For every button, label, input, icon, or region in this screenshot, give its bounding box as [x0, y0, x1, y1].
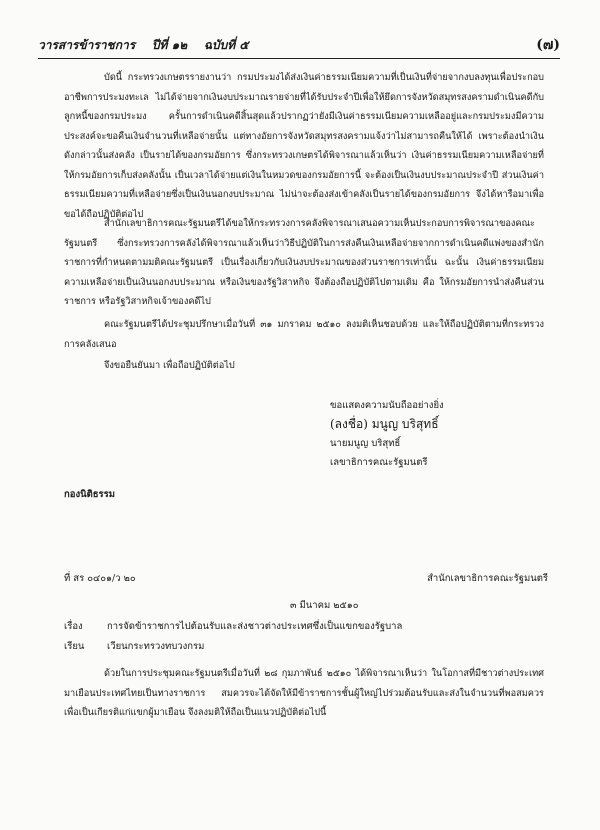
page-number: (๗): [536, 37, 560, 53]
addressee-label: เรียน: [64, 641, 85, 652]
signatory-position: เลขาธิการคณะรัฐมนตรี: [330, 457, 428, 468]
signed-line: (ลงชื่อ) มนูญ บริสุทธิ์: [330, 417, 439, 431]
body-paragraph-1: บัดนี้ กระทรวงเกษตรรายงานว่า กรมประมงได้ส่งเงินค่าธรรมเนียมความที่เป็นเงินที่จ่ายจากงบลงทุนเพื่อประกอบอาชีพการประมงทะเล ไม่ได้จ่ายจากเงินงบประมาณรายจ่ายที่ได้รับประจำปีเพื่อให้ยึดการจังหวัดสมุทรสงครามดำเนินคดีกับลูกหนี้ของกรมประมง ครั้นการดำเนินคดีสิ้นสุดแล้วปรากฏว่ายังมีเงินค่าธรรมเนียมความเหลืออยู่และกรมประมงมีความประสงค์จะขอคืนเงินจำนวนที่เหลือจ่ายนั้น แต่ทางอัยการจังหวัดสมุทรสงครามแจ้งว่าไม่สามารถคืนให้ได้ เพราะต้องนำเงินดังกล่าวนั้นส่งคลัง เป็นรายได้ของกรมอัยการ ซึ่งกระทรวงเกษตรได้พิจารณาแล้วเห็นว่า เงินค่าธรรมเนียมความเหลือจ่ายที่ให้กรมอัยการเก็บส่งคลังนั้น เป็นเวลาได้จ่ายแต่เงินในหมวดของกรมอัยการนี้ จะต้องเป็นเงินงบประมาณประจำปี ส่วนเงินค่าธรรมเนียมความที่เหลือจ่ายซึ่งเป็นเงินนอกงบประมาณ ไม่น่าจะต้องส่งเข้าคลังเป็นรายได้ของกรมอัยการ จึงได้หารือมาเพื่อขอได้ถือปฏิบัติต่อไป: [64, 72, 544, 220]
body-paragraph-4: จึงขอยืนยันมา เพื่อถือปฏิบัติต่อไป: [104, 360, 235, 371]
signatory-name: นายมนูญ บริสุทธิ์: [330, 438, 401, 449]
header-rule: [38, 58, 560, 59]
letter2-paragraph-1: ด้วยในการประชุมคณะรัฐมนตรีเมื่อวันที่ ๒๘ กุมภาพันธ์ ๒๕๑๐ ได้พิจารณาเห็นว่า ในโอกาสที่มีชาวต่างประเทศมาเยือนประเทศไทยเป็นทางราชการ สมควรจะได้จัดให้มีข้าราชการชั้นผู้ใหญ่ไปร่วมต้อนรับและส่งในจำนวนที่พอสมควร เพื่อเป็นเกียรติแก่แขกผู้มาเยือน จึงลงมติให้ถือเป็นแนวปฏิบัติต่อไปนี้: [64, 668, 544, 718]
subject-text: การจัดข้าราชการไปต้อนรับและส่งชาวต่างประเทศซึ่งเป็นแขกของรัฐบาล: [107, 621, 403, 632]
closing-line: ขอแสดงความนับถืออย่างยิ่ง: [330, 400, 444, 411]
issuing-office: สำนักเลขาธิการคณะรัฐมนตรี: [427, 573, 548, 584]
reference-number: ที่ สร ๐๔๐๑/ว ๒๐: [64, 573, 136, 584]
body-paragraph-2: สำนักเลขาธิการคณะรัฐมนตรีได้ขอให้กระทรวงการคลังพิจารณาเสนอความเห็นประกอบการพิจารณาของคณะรัฐมนตรี ซึ่งกระทรวงการคลังได้พิจารณาแล้วเห็นว่าวิธีปฏิบัติในการส่งคืนเงินเหลือจ่ายจากการดำเนินคดีแพ่งของสำนักราชการที่กำหนดตามมติคณะรัฐมนตรี เป็นเรื่องเกี่ยวกับเงินงบประมาณของส่วนราชการเท่านั้น ฉะนั้น เงินค่าธรรมเนียมความเหลือจ่ายเป็นเงินนอกงบประมาณ หรือเงินของรัฐวิสาหกิจ จึงต้องถือปฏิบัติไปตามเดิม คือ ให้กรมอัยการนำส่งคืนส่วนราชการ หรือรัฐวิสาหกิจเจ้าของคดีไป: [64, 218, 544, 307]
journal-title: วารสารข้าราชการ: [38, 38, 136, 52]
signature-block: [330, 396, 550, 472]
letter-date: ๓ มีนาคม ๒๕๑๐: [290, 600, 359, 611]
cc-department: กองนิติธรรม: [64, 489, 116, 500]
journal-year: ปีที่ ๑๒: [151, 38, 188, 52]
letter-reference-row: [64, 571, 548, 586]
addressee-text: เวียนกระทรวงทบวงกรม: [107, 641, 205, 652]
subject-line: [64, 619, 402, 634]
subject-label: เรื่อง: [64, 621, 83, 632]
page-header: [38, 36, 560, 58]
addressee-line: [64, 639, 204, 654]
body-paragraph-3: คณะรัฐมนตรีได้ประชุมปรึกษาเมื่อวันที่ ๓๑ มกราคม ๒๕๑๐ ลงมติเห็นชอบด้วย และให้ถือปฏิบัติตามที่กระทรวงการคลังเสนอ: [64, 319, 544, 350]
journal-issue: ฉบับที่ ๕: [203, 38, 249, 52]
